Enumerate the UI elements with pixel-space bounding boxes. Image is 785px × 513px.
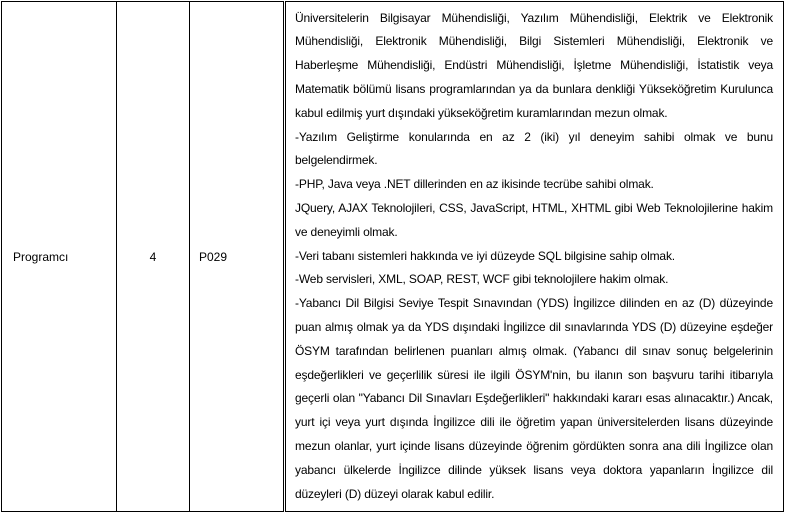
requirement-paragraph: -Web servisleri, XML, SOAP, REST, WCF gibi teknolojilere hakim olmak. — [295, 272, 669, 287]
position-code-cell: P029 — [190, 2, 285, 512]
requirement-paragraph: -Yazılım Geliştirme konularında en az 2 (iki) yıl deneyim sahibi olmak ve bunu belgelendirmek. — [295, 129, 773, 168]
position-title-cell: Programcı — [2, 2, 117, 512]
table-row — [2, 2, 784, 512]
position-count-cell: 4 — [117, 2, 190, 512]
requirement-paragraph: -PHP, Java veya .NET dillerinden en az ikisinde tecrübe sahibi olmak. — [295, 177, 654, 192]
job-requirements-table — [1, 1, 784, 512]
requirement-paragraph: Üniversitelerin Bilgisayar Mühendisliği, Yazılım Mühendisliği, Elektrik ve Elektronik Mühendisliği, Elektronik Mühendisliği, Bilgi Sistemleri Mühendisliği, Elektronik ve Haberleşme Mühendisliği, Endüstri Mühendisliği, İşletme Mühendisliği, İstatistik veya Matematik bölümü lisans programlarından ya da bunlara denkliği Yükseköğretim Kurulunca kabul edilmiş yurt dışındaki yükseköğretim kuramlarından mezun olmak. — [295, 10, 773, 120]
requirements-cell — [285, 2, 784, 512]
requirement-paragraph: JQuery, AJAX Teknolojileri, CSS, JavaScript, HTML, XHTML gibi Web Teknolojilerine hakim ve deneyimli olmak. — [295, 201, 773, 239]
requirement-paragraph: -Veri tabanı sistemleri hakkında ve iyi düzeyde SQL bilgisine sahip olmak. — [295, 248, 675, 263]
requirement-paragraph: -Yabancı Dil Bilgisi Seviye Tespit Sınavından (YDS) İngilizce dilinden en az (D) düzeyinde puan almış olmak ya da YDS dışındaki İngilizce dil sınavlarında YDS (D) düzeyine eşdeğer ÖSYM tarafından belirlenen puanları almış olmak. (Yabancı dil sınav sonuç belgelerinin eşdeğerlikleri ve geçerlilik süresi ile ilgili ÖSYM'nin, bu ilanın son başvuru tarihi itibarıyla geçerli olan "Yabancı Dil Sınavları Eşdeğerlikleri" hakkındaki kararı esas alınacaktır.) Ancak, yurt içi veya yurt dışında İngilizce dili ile öğretim yapan üniversitelerden lisans düzeyinde mezun olanlar, yurt içinde lisans düzeyinde öğrenim gördükten sonra ana dili İngilizce olan yabancı ülkelerde İngilizce dilinde yüksek lisans veya doktora yapanların İngilizce dil düzeyleri (D) düzeyi olarak kabul edilir. — [295, 296, 773, 501]
